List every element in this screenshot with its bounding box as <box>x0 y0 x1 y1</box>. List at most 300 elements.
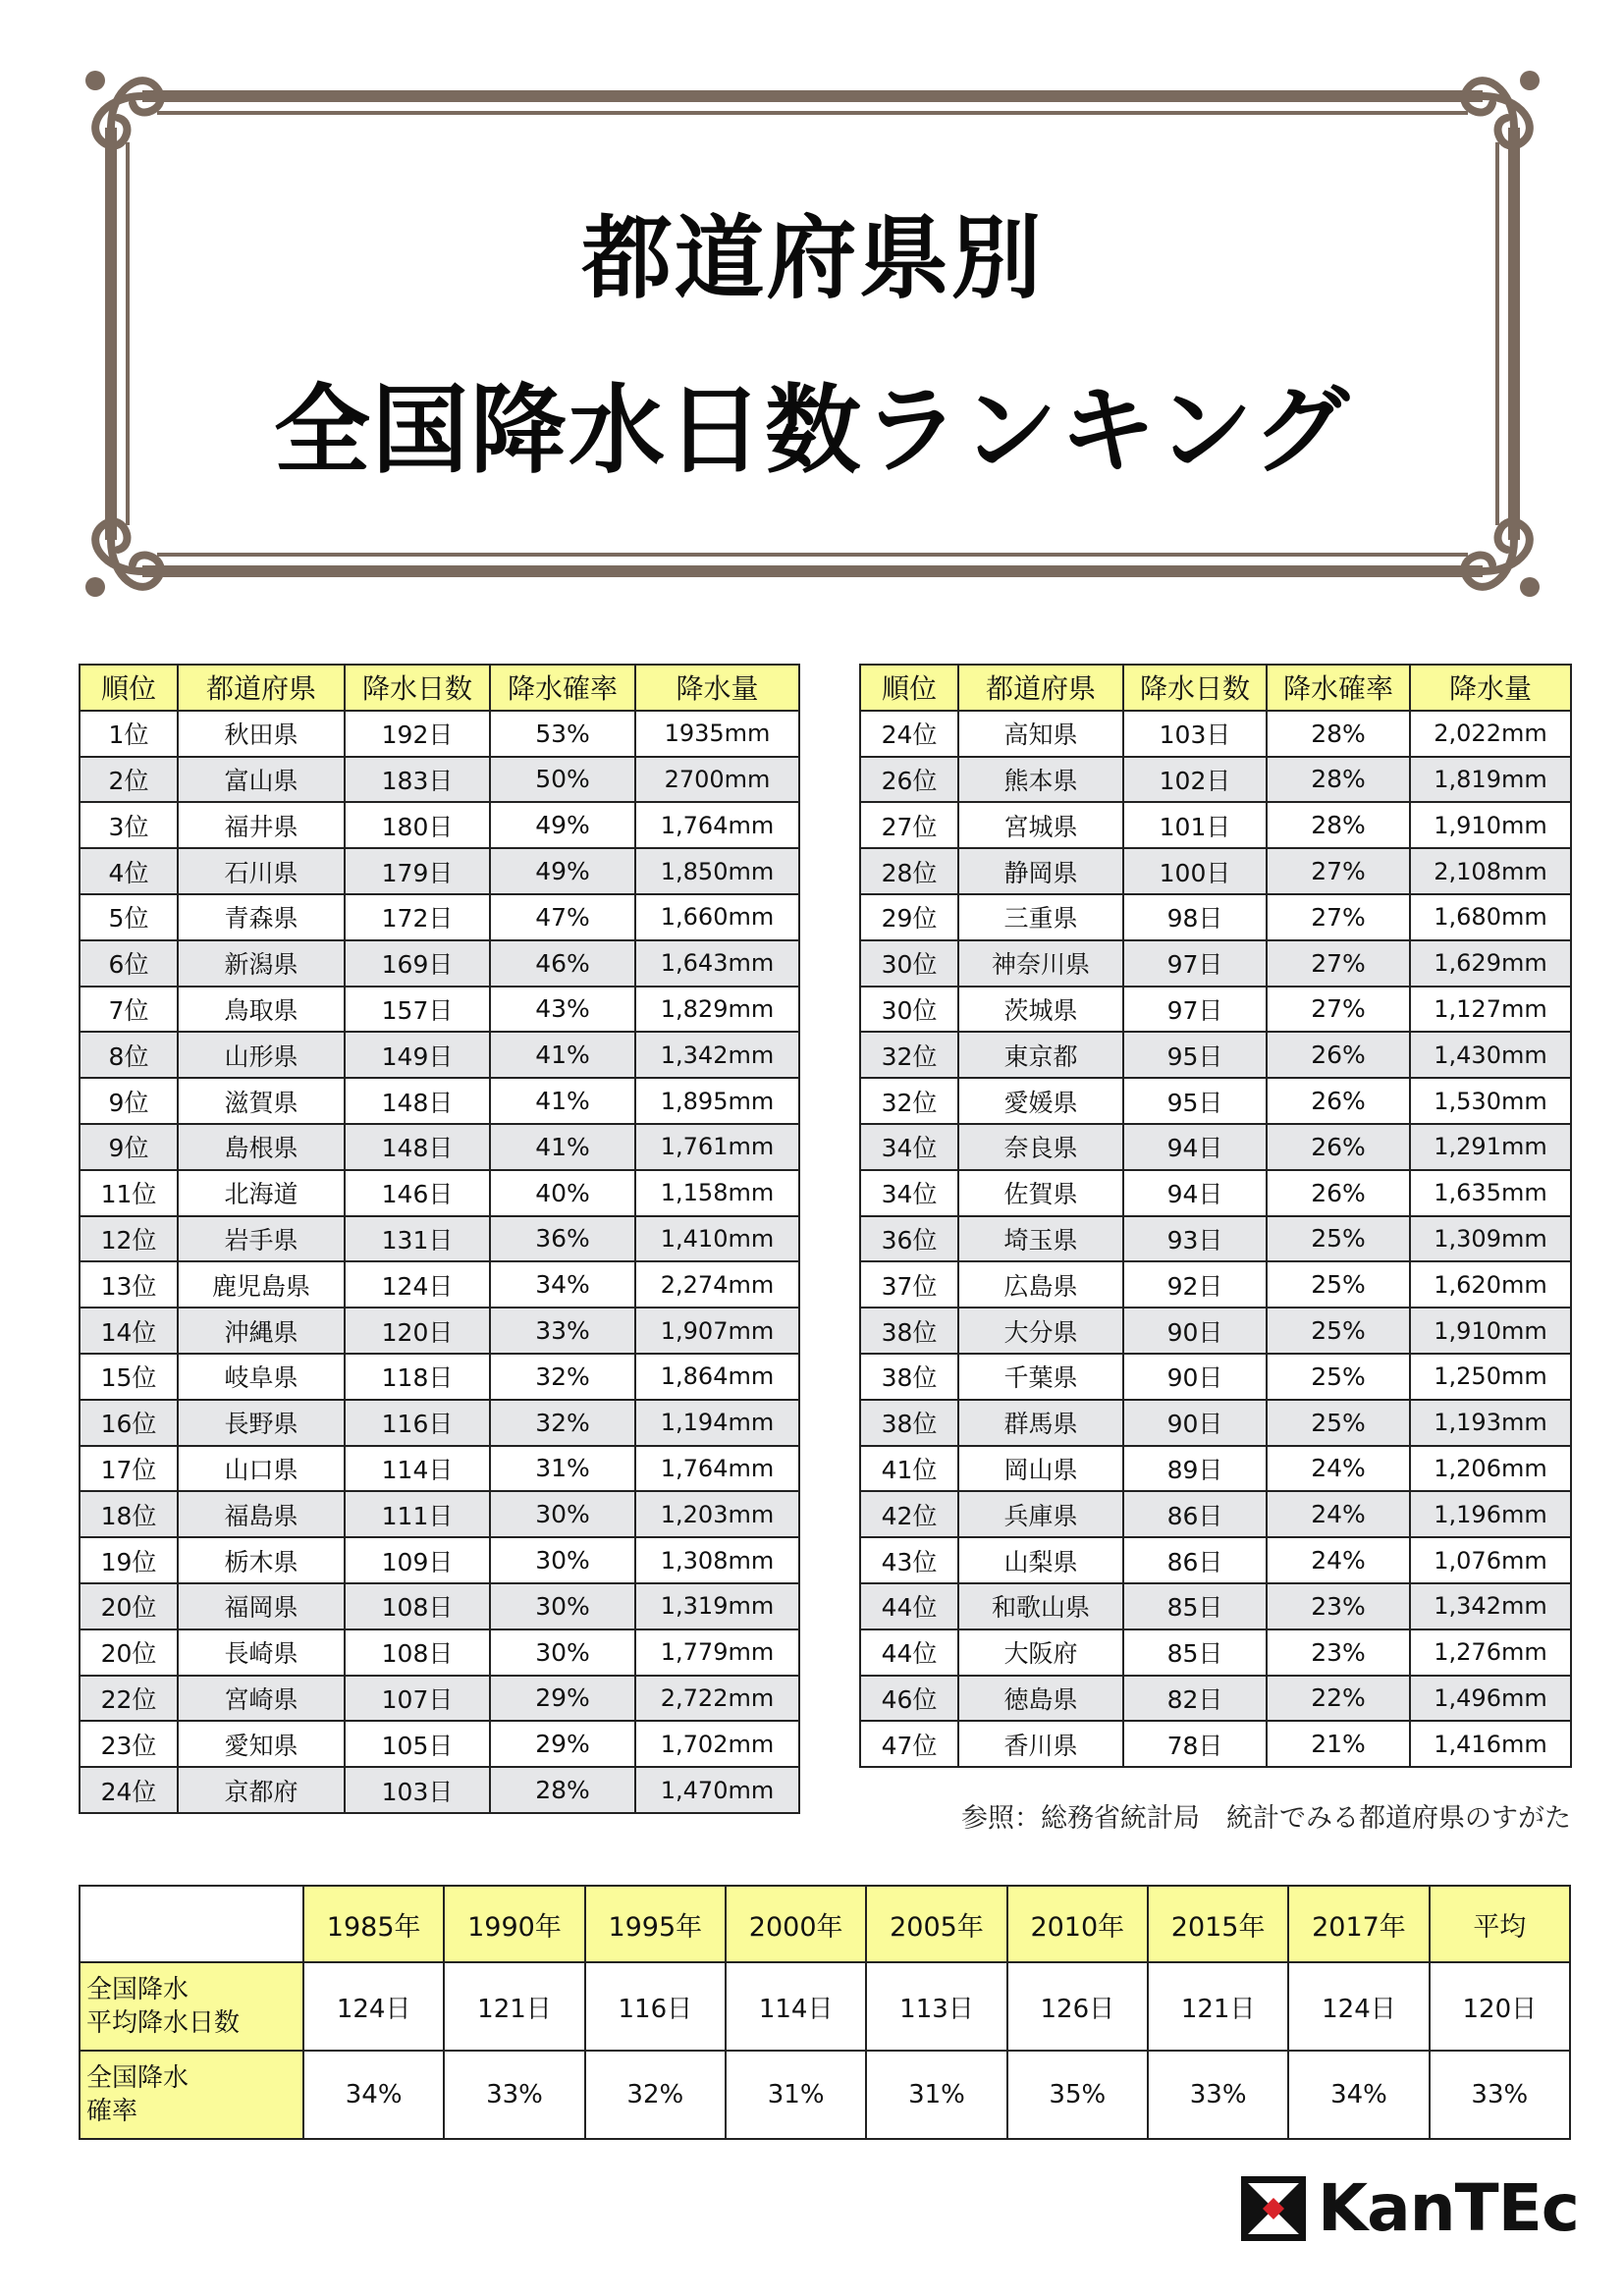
probability-cell: 30% <box>490 1537 635 1583</box>
prefecture-cell: 高知県 <box>958 711 1123 757</box>
rank-cell: 9位 <box>80 1124 178 1170</box>
source-note: 参照：総務省統計局 統計でみる都道府県のすがた <box>961 1803 1571 1834</box>
table-header-row <box>80 665 799 711</box>
amount-cell: 1,206mm <box>1410 1446 1571 1492</box>
blank-header-cell <box>80 1886 303 1962</box>
rank-cell: 32位 <box>860 1032 958 1078</box>
rank-cell: 34位 <box>860 1170 958 1216</box>
prefecture-cell: 熊本県 <box>958 757 1123 803</box>
row-label-probability-line2: 確率 <box>86 2097 138 2126</box>
rank-cell: 13位 <box>80 1261 178 1308</box>
rank-cell: 20位 <box>80 1583 178 1629</box>
rank-cell: 30位 <box>860 987 958 1033</box>
header-days: 降水日数 <box>345 665 490 711</box>
rank-cell: 41位 <box>860 1446 958 1492</box>
prefecture-cell: 岡山県 <box>958 1446 1123 1492</box>
prefecture-cell: 長崎県 <box>178 1629 345 1676</box>
amount-cell: 1,910mm <box>1410 802 1571 848</box>
days-cell: 118日 <box>345 1354 490 1400</box>
prefecture-cell: 和歌山県 <box>958 1583 1123 1629</box>
rank-cell: 8位 <box>80 1032 178 1078</box>
probability-cell: 26% <box>1267 1078 1410 1124</box>
row-label-days-line2: 平均降水日数 <box>86 2008 241 2038</box>
prefecture-cell: 埼玉県 <box>958 1216 1123 1262</box>
table-row <box>860 1400 1571 1446</box>
probability-cell: 25% <box>1267 1354 1410 1400</box>
table-row <box>80 1354 799 1400</box>
days-cell: 86日 <box>1123 1491 1267 1537</box>
table-row <box>80 1078 799 1124</box>
probability-cell: 46% <box>490 940 635 987</box>
table-row <box>80 1491 799 1537</box>
yearly-days-cell: 124日 <box>1288 1962 1429 2051</box>
rank-cell: 47位 <box>860 1721 958 1767</box>
amount-cell: 1,764mm <box>635 802 799 848</box>
probability-cell: 34% <box>490 1261 635 1308</box>
probability-cell: 53% <box>490 711 635 757</box>
days-cell: 85日 <box>1123 1629 1267 1676</box>
days-cell: 78日 <box>1123 1721 1267 1767</box>
probability-cell: 25% <box>1267 1308 1410 1354</box>
probability-cell: 43% <box>490 987 635 1033</box>
rank-cell: 2位 <box>80 757 178 803</box>
table-row <box>860 1216 1571 1262</box>
amount-cell: 1,702mm <box>635 1721 799 1767</box>
days-cell: 92日 <box>1123 1261 1267 1308</box>
prefecture-cell: 鳥取県 <box>178 987 345 1033</box>
days-cell: 90日 <box>1123 1308 1267 1354</box>
probability-cell: 32% <box>490 1400 635 1446</box>
probability-cell: 22% <box>1267 1676 1410 1722</box>
rank-cell: 44位 <box>860 1629 958 1676</box>
rank-cell: 26位 <box>860 757 958 803</box>
rank-cell: 17位 <box>80 1446 178 1492</box>
year-header-cell: 1985年 <box>303 1886 444 1962</box>
amount-cell: 1,530mm <box>1410 1078 1571 1124</box>
table-row <box>80 1032 799 1078</box>
header-prefecture: 都道府県 <box>178 665 345 711</box>
probability-cell: 23% <box>1267 1629 1410 1676</box>
year-header-cell: 2017年 <box>1288 1886 1429 1962</box>
days-cell: 102日 <box>1123 757 1267 803</box>
probability-cell: 27% <box>1267 894 1410 940</box>
rank-cell: 5位 <box>80 894 178 940</box>
yearly-probability-cell: 33% <box>1148 2051 1288 2139</box>
rank-cell: 19位 <box>80 1537 178 1583</box>
table-row <box>80 848 799 894</box>
days-cell: 180日 <box>345 802 490 848</box>
prefecture-cell: 三重県 <box>958 894 1123 940</box>
prefecture-cell: 京都府 <box>178 1767 345 1813</box>
probability-cell: 27% <box>1267 987 1410 1033</box>
prefecture-cell: 山形県 <box>178 1032 345 1078</box>
rank-cell: 22位 <box>80 1676 178 1722</box>
days-cell: 116日 <box>345 1400 490 1446</box>
prefecture-cell: 千葉県 <box>958 1354 1123 1400</box>
prefecture-cell: 兵庫県 <box>958 1491 1123 1537</box>
probability-cell: 30% <box>490 1491 635 1537</box>
amount-cell: 1,276mm <box>1410 1629 1571 1676</box>
rank-cell: 37位 <box>860 1261 958 1308</box>
days-cell: 146日 <box>345 1170 490 1216</box>
amount-cell: 1,193mm <box>1410 1400 1571 1446</box>
amount-cell: 1,127mm <box>1410 987 1571 1033</box>
probability-cell: 28% <box>1267 802 1410 848</box>
header-rank: 順位 <box>860 665 958 711</box>
prefecture-cell: 東京都 <box>958 1032 1123 1078</box>
days-cell: 94日 <box>1123 1124 1267 1170</box>
prefecture-cell: 新潟県 <box>178 940 345 987</box>
days-cell: 179日 <box>345 848 490 894</box>
amount-cell: 1,910mm <box>1410 1308 1571 1354</box>
year-header-cell: 2015年 <box>1148 1886 1288 1962</box>
rank-cell: 11位 <box>80 1170 178 1216</box>
prefecture-cell: 佐賀県 <box>958 1170 1123 1216</box>
prefecture-cell: 宮城県 <box>958 802 1123 848</box>
amount-cell: 2,022mm <box>1410 711 1571 757</box>
amount-cell: 2,722mm <box>635 1676 799 1722</box>
title-frame <box>83 69 1542 599</box>
probability-cell: 47% <box>490 894 635 940</box>
probability-cell: 24% <box>1267 1491 1410 1537</box>
prefecture-cell: 北海道 <box>178 1170 345 1216</box>
probability-cell: 49% <box>490 848 635 894</box>
prefecture-cell: 岐阜県 <box>178 1354 345 1400</box>
days-cell: 124日 <box>345 1261 490 1308</box>
rank-cell: 42位 <box>860 1491 958 1537</box>
prefecture-cell: 福島県 <box>178 1491 345 1537</box>
rank-cell: 23位 <box>80 1721 178 1767</box>
days-cell: 93日 <box>1123 1216 1267 1262</box>
probability-cell: 30% <box>490 1629 635 1676</box>
table-row <box>80 1308 799 1354</box>
prefecture-cell: 愛媛県 <box>958 1078 1123 1124</box>
probability-cell: 41% <box>490 1078 635 1124</box>
yearly-days-cell: 114日 <box>726 1962 866 2051</box>
yearly-header-row <box>80 1886 1570 1962</box>
days-cell: 101日 <box>1123 802 1267 848</box>
yearly-days-cell: 116日 <box>585 1962 726 2051</box>
amount-cell: 2,274mm <box>635 1261 799 1308</box>
rank-cell: 38位 <box>860 1354 958 1400</box>
probability-cell: 21% <box>1267 1721 1410 1767</box>
yearly-days-cell: 124日 <box>303 1962 444 2051</box>
row-label-probability <box>80 2051 303 2139</box>
days-cell: 172日 <box>345 894 490 940</box>
year-header-cell: 2005年 <box>866 1886 1006 1962</box>
days-cell: 98日 <box>1123 894 1267 940</box>
probability-cell: 28% <box>490 1767 635 1813</box>
table-row <box>80 1170 799 1216</box>
rank-cell: 12位 <box>80 1216 178 1262</box>
rank-cell: 30位 <box>860 940 958 987</box>
amount-cell: 1,203mm <box>635 1491 799 1537</box>
table-row <box>860 1170 1571 1216</box>
prefecture-cell: 富山県 <box>178 757 345 803</box>
prefecture-cell: 青森県 <box>178 894 345 940</box>
amount-cell: 1,308mm <box>635 1537 799 1583</box>
rank-cell: 7位 <box>80 987 178 1033</box>
kantec-logo <box>1241 2170 1579 2246</box>
table-row <box>80 757 799 803</box>
prefecture-cell: 山梨県 <box>958 1537 1123 1583</box>
prefecture-cell: 滋賀県 <box>178 1078 345 1124</box>
days-cell: 157日 <box>345 987 490 1033</box>
amount-cell: 1,342mm <box>635 1032 799 1078</box>
row-label-probability-line1: 全国降水 <box>86 2063 189 2093</box>
header-probability: 降水確率 <box>490 665 635 711</box>
prefecture-cell: 徳島県 <box>958 1676 1123 1722</box>
yearly-days-cell: 126日 <box>1007 1962 1148 2051</box>
amount-cell: 1,309mm <box>1410 1216 1571 1262</box>
days-cell: 90日 <box>1123 1354 1267 1400</box>
rank-cell: 14位 <box>80 1308 178 1354</box>
probability-cell: 50% <box>490 757 635 803</box>
table-row <box>860 1491 1571 1537</box>
rank-cell: 1位 <box>80 711 178 757</box>
logo-text: KanTEc <box>1318 2170 1579 2246</box>
amount-cell: 1,194mm <box>635 1400 799 1446</box>
table-row <box>860 940 1571 987</box>
prefecture-cell: 香川県 <box>958 1721 1123 1767</box>
yearly-days-cell: 113日 <box>866 1962 1006 2051</box>
rank-cell: 28位 <box>860 848 958 894</box>
rank-cell: 6位 <box>80 940 178 987</box>
table-row <box>80 940 799 987</box>
days-cell: 169日 <box>345 940 490 987</box>
yearly-probability-cell: 31% <box>726 2051 866 2139</box>
ranking-table-left <box>79 664 800 1814</box>
year-header-cell: 2010年 <box>1007 1886 1148 1962</box>
yearly-summary-table <box>79 1885 1571 2140</box>
amount-cell: 1,895mm <box>635 1078 799 1124</box>
days-cell: 103日 <box>1123 711 1267 757</box>
table-row <box>860 711 1571 757</box>
days-cell: 95日 <box>1123 1032 1267 1078</box>
ranking-table-right <box>859 664 1572 1768</box>
amount-cell: 1,250mm <box>1410 1354 1571 1400</box>
rank-cell: 46位 <box>860 1676 958 1722</box>
prefecture-cell: 石川県 <box>178 848 345 894</box>
table-row <box>80 1721 799 1767</box>
year-header-cell: 1995年 <box>585 1886 726 1962</box>
amount-cell: 1,635mm <box>1410 1170 1571 1216</box>
days-cell: 105日 <box>345 1721 490 1767</box>
ornamental-frame-icon <box>83 69 1542 599</box>
rank-cell: 20位 <box>80 1629 178 1676</box>
days-cell: 131日 <box>345 1216 490 1262</box>
probability-cell: 41% <box>490 1032 635 1078</box>
kantec-logo-icon <box>1241 2176 1306 2241</box>
days-cell: 86日 <box>1123 1537 1267 1583</box>
amount-cell: 1,196mm <box>1410 1491 1571 1537</box>
days-cell: 111日 <box>345 1491 490 1537</box>
rank-cell: 44位 <box>860 1583 958 1629</box>
probability-cell: 41% <box>490 1124 635 1170</box>
amount-cell: 1,342mm <box>1410 1583 1571 1629</box>
probability-cell: 26% <box>1267 1032 1410 1078</box>
prefecture-cell: 鹿児島県 <box>178 1261 345 1308</box>
rank-cell: 9位 <box>80 1078 178 1124</box>
prefecture-cell: 福井県 <box>178 802 345 848</box>
amount-cell: 1,319mm <box>635 1583 799 1629</box>
amount-cell: 1,680mm <box>1410 894 1571 940</box>
year-header-cell: 2000年 <box>726 1886 866 1962</box>
table-row <box>860 894 1571 940</box>
table-row <box>860 1354 1571 1400</box>
probability-cell: 27% <box>1267 848 1410 894</box>
table-row <box>80 1216 799 1262</box>
amount-cell: 1,496mm <box>1410 1676 1571 1722</box>
prefecture-cell: 静岡県 <box>958 848 1123 894</box>
probability-cell: 30% <box>490 1583 635 1629</box>
amount-cell: 1,779mm <box>635 1629 799 1676</box>
amount-cell: 1,819mm <box>1410 757 1571 803</box>
amount-cell: 1,076mm <box>1410 1537 1571 1583</box>
rank-cell: 4位 <box>80 848 178 894</box>
rank-cell: 3位 <box>80 802 178 848</box>
header-days: 降水日数 <box>1123 665 1267 711</box>
table-row <box>860 1308 1571 1354</box>
amount-cell: 1,761mm <box>635 1124 799 1170</box>
rank-cell: 38位 <box>860 1308 958 1354</box>
probability-cell: 33% <box>490 1308 635 1354</box>
amount-cell: 1,629mm <box>1410 940 1571 987</box>
probability-cell: 23% <box>1267 1583 1410 1629</box>
rank-cell: 32位 <box>860 1078 958 1124</box>
prefecture-cell: 山口県 <box>178 1446 345 1492</box>
amount-cell: 1,907mm <box>635 1308 799 1354</box>
prefecture-cell: 大分県 <box>958 1308 1123 1354</box>
probability-cell: 29% <box>490 1676 635 1722</box>
table-row <box>860 802 1571 848</box>
table-row <box>860 1676 1571 1722</box>
days-cell: 90日 <box>1123 1400 1267 1446</box>
table-row <box>860 1032 1571 1078</box>
days-cell: 100日 <box>1123 848 1267 894</box>
amount-cell: 1,660mm <box>635 894 799 940</box>
table-row <box>80 894 799 940</box>
prefecture-cell: 茨城県 <box>958 987 1123 1033</box>
yearly-probability-cell: 33% <box>444 2051 584 2139</box>
rank-cell: 18位 <box>80 1491 178 1537</box>
prefecture-cell: 秋田県 <box>178 711 345 757</box>
probability-cell: 25% <box>1267 1261 1410 1308</box>
probability-cell: 27% <box>1267 940 1410 987</box>
table-row <box>860 1124 1571 1170</box>
table-row <box>860 1583 1571 1629</box>
probability-cell: 40% <box>490 1170 635 1216</box>
amount-cell: 1,291mm <box>1410 1124 1571 1170</box>
table-row <box>80 1583 799 1629</box>
days-cell: 85日 <box>1123 1583 1267 1629</box>
probability-cell: 49% <box>490 802 635 848</box>
probability-cell: 32% <box>490 1354 635 1400</box>
probability-cell: 28% <box>1267 711 1410 757</box>
rank-cell: 15位 <box>80 1354 178 1400</box>
probability-cell: 24% <box>1267 1537 1410 1583</box>
table-row <box>80 1400 799 1446</box>
table-row <box>80 1767 799 1813</box>
days-cell: 82日 <box>1123 1676 1267 1722</box>
rank-cell: 16位 <box>80 1400 178 1446</box>
table-row <box>860 1721 1571 1767</box>
prefecture-cell: 神奈川県 <box>958 940 1123 987</box>
amount-cell: 1,829mm <box>635 987 799 1033</box>
probability-cell: 36% <box>490 1216 635 1262</box>
days-cell: 89日 <box>1123 1446 1267 1492</box>
days-cell: 108日 <box>345 1583 490 1629</box>
table-row <box>860 987 1571 1033</box>
page-title: 都道府県別 <box>581 206 1044 311</box>
header-amount: 降水量 <box>1410 665 1571 711</box>
yearly-days-cell: 121日 <box>444 1962 584 2051</box>
rank-cell: 27位 <box>860 802 958 848</box>
yearly-probability-row <box>80 2051 1570 2139</box>
header-prefecture: 都道府県 <box>958 665 1123 711</box>
amount-cell: 1,864mm <box>635 1354 799 1400</box>
table-header-row <box>860 665 1571 711</box>
days-cell: 97日 <box>1123 987 1267 1033</box>
amount-cell: 1,470mm <box>635 1767 799 1813</box>
days-cell: 148日 <box>345 1124 490 1170</box>
table-row <box>860 848 1571 894</box>
yearly-probability-cell: 34% <box>303 2051 444 2139</box>
probability-cell: 28% <box>1267 757 1410 803</box>
prefecture-cell: 宮崎県 <box>178 1676 345 1722</box>
amount-cell: 1,764mm <box>635 1446 799 1492</box>
amount-cell: 1,620mm <box>1410 1261 1571 1308</box>
yearly-days-cell: 120日 <box>1430 1962 1570 2051</box>
yearly-probability-cell: 31% <box>866 2051 1006 2139</box>
header-amount: 降水量 <box>635 665 799 711</box>
table-row <box>860 1537 1571 1583</box>
yearly-probability-cell: 33% <box>1430 2051 1570 2139</box>
table-row <box>860 1078 1571 1124</box>
days-cell: 103日 <box>345 1767 490 1813</box>
days-cell: 149日 <box>345 1032 490 1078</box>
rank-cell: 38位 <box>860 1400 958 1446</box>
yearly-days-row <box>80 1962 1570 2051</box>
rank-cell: 24位 <box>860 711 958 757</box>
rank-cell: 29位 <box>860 894 958 940</box>
table-row <box>860 757 1571 803</box>
amount-cell: 1,850mm <box>635 848 799 894</box>
yearly-probability-cell: 32% <box>585 2051 726 2139</box>
yearly-probability-cell: 35% <box>1007 2051 1148 2139</box>
year-header-cell: 1990年 <box>444 1886 584 1962</box>
days-cell: 107日 <box>345 1676 490 1722</box>
days-cell: 120日 <box>345 1308 490 1354</box>
days-cell: 109日 <box>345 1537 490 1583</box>
row-label-days <box>80 1962 303 2051</box>
prefecture-cell: 岩手県 <box>178 1216 345 1262</box>
header-rank: 順位 <box>80 665 178 711</box>
amount-cell: 2700mm <box>635 757 799 803</box>
amount-cell: 1,158mm <box>635 1170 799 1216</box>
days-cell: 192日 <box>345 711 490 757</box>
prefecture-cell: 広島県 <box>958 1261 1123 1308</box>
year-header-cell: 平均 <box>1430 1886 1570 1962</box>
rank-cell: 34位 <box>860 1124 958 1170</box>
prefecture-cell: 群馬県 <box>958 1400 1123 1446</box>
probability-cell: 25% <box>1267 1216 1410 1262</box>
days-cell: 108日 <box>345 1629 490 1676</box>
table-row <box>80 1676 799 1722</box>
days-cell: 183日 <box>345 757 490 803</box>
table-row <box>80 987 799 1033</box>
rank-cell: 24位 <box>80 1767 178 1813</box>
